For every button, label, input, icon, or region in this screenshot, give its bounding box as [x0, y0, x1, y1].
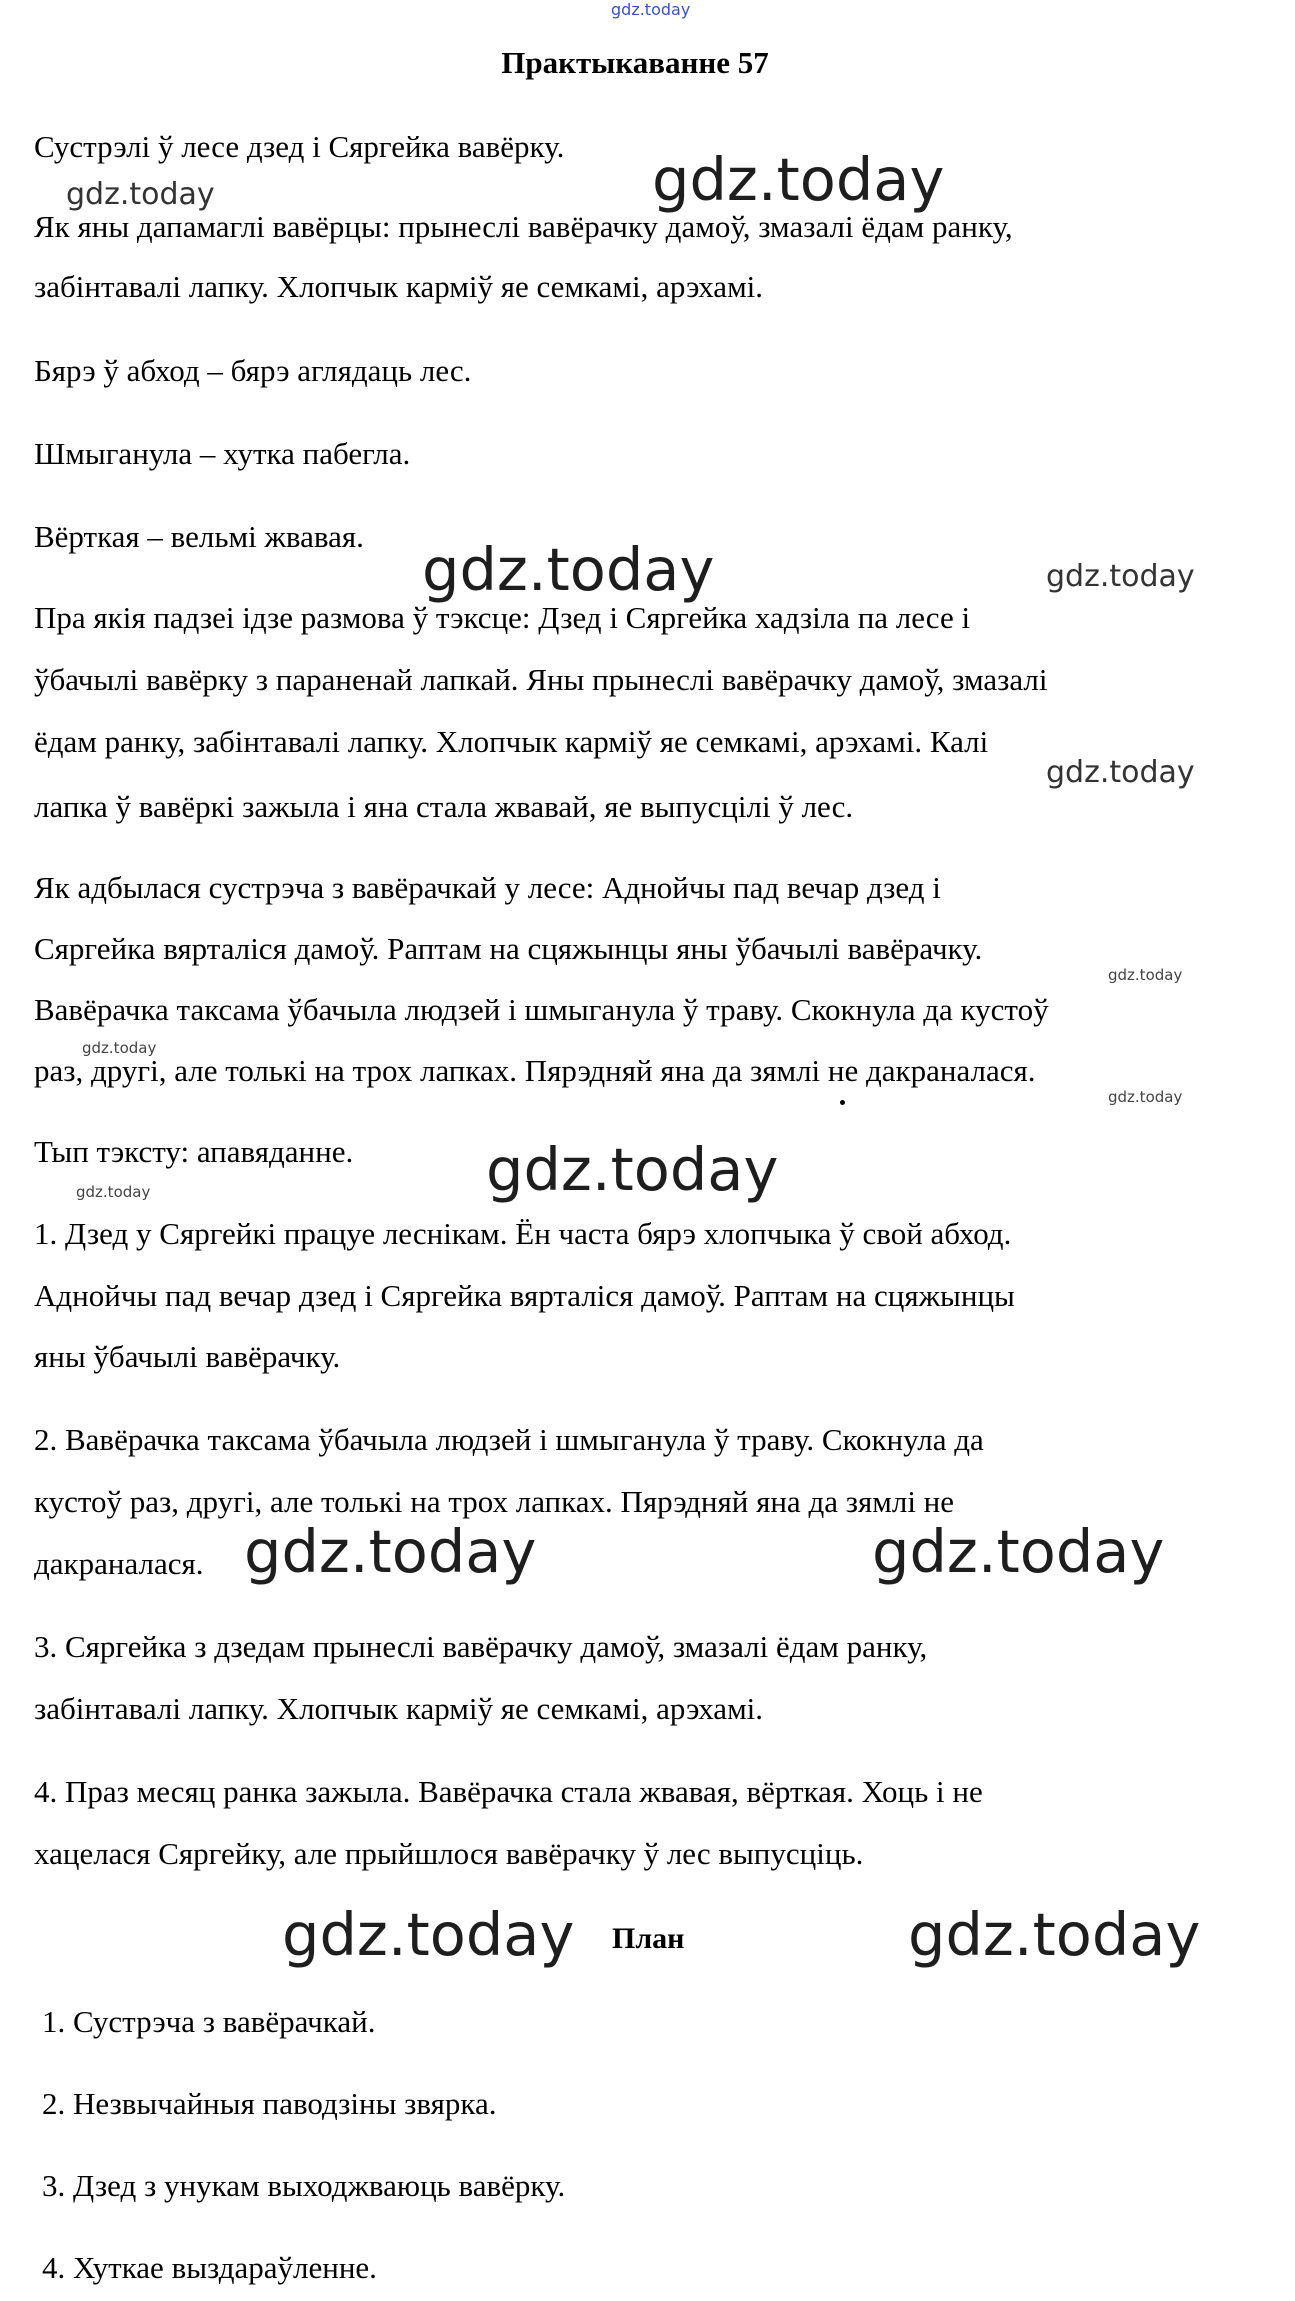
watermark: gdz.today — [652, 145, 945, 214]
watermark: gdz.today — [1108, 966, 1183, 984]
plan-item: 2. Незвычайныя паводзіны звярка. — [42, 2086, 497, 2121]
watermark: gdz.today — [908, 1900, 1201, 1969]
watermark: gdz.today — [1046, 559, 1195, 594]
stray-dot — [840, 1100, 845, 1105]
watermark: gdz.today — [1108, 1088, 1183, 1106]
text-line: Бярэ ў абход – бярэ аглядаць лес. — [34, 353, 472, 388]
text-line: 2. Вавёрачка таксама ўбачыла людзей і шмыганула ў траву. Скокнула да — [34, 1422, 984, 1457]
plan-item: 1. Сустрэча з вавёрачкай. — [42, 2004, 376, 2039]
text-line: забінтавалі лапку. Хлопчык карміў яе семкамі, арэхамі. — [34, 1691, 764, 1726]
text-line: кустоў раз, другі, але толькі на трох лапках. Пярэдняй яна да зямлі не — [34, 1484, 955, 1519]
text-line: хацелася Сяргейку, але прыйшлося вавёрачку ў лес выпусціць. — [34, 1836, 864, 1871]
text-line: Тып тэксту: апавяданне. — [34, 1134, 354, 1169]
plan-item: 4. Хуткае выздараўленне. — [42, 2250, 377, 2285]
text-line: Аднойчы пад вечар дзед і Сяргейка вярталіся дамоў. Раптам на сцяжынцы — [34, 1278, 1015, 1313]
page-title: Практыкаванне 57 — [501, 45, 769, 80]
text-line: лапка ў вавёркі зажыла і яна стала жвавай, яе выпусцілі ў лес. — [34, 789, 854, 824]
plan-item: 3. Дзед з унукам выходжваюць вавёрку. — [42, 2168, 566, 2203]
plan-title: План — [612, 1922, 685, 1955]
text-line: яны ўбачылі вавёрачку. — [34, 1339, 341, 1374]
watermark: gdz.today — [66, 177, 215, 212]
watermark: gdz.today — [872, 1517, 1165, 1586]
text-line: Як адбылася сустрэча з вавёрачкай у лесе: Аднойчы пад вечар дзед і — [34, 870, 941, 905]
text-line: ёдам ранку, забінтавалі лапку. Хлопчык карміў яе семкамі, арэхамі. Калі — [34, 724, 989, 759]
watermark: gdz.today — [1046, 755, 1195, 790]
text-line: 3. Сяргейка з дзедам прынеслі вавёрачку дамоў, змазалі ёдам ранку, — [34, 1629, 928, 1664]
text-line: Пра якія падзеі ідзе размова ў тэксце: Дзед і Сяргейка хадзіла па лесе і — [34, 600, 971, 635]
text-line: ўбачылі вавёрку з параненай лапкай. Яны прынеслі вавёрачку дамоў, змазалі — [34, 662, 1048, 697]
text-line: дакраналася. — [34, 1546, 204, 1581]
watermark: gdz.today — [282, 1900, 575, 1969]
watermark-top: gdz.today — [611, 0, 691, 19]
watermark: gdz.today — [244, 1517, 537, 1586]
text-line: Як яны дапамаглі вавёрцы: прынеслі вавёрачку дамоў, змазалі ёдам ранку, — [34, 209, 1013, 244]
text-line: 4. Праз месяц ранка зажыла. Вавёрачка стала жвавая, вёрткая. Хоць і не — [34, 1774, 983, 1809]
text-line: Сустрэлі ў лесе дзед і Сяргейка вавёрку. — [34, 129, 565, 164]
watermark: gdz.today — [486, 1135, 779, 1204]
watermark: gdz.today — [76, 1183, 151, 1201]
text-line: Сяргейка вярталіся дамоў. Раптам на сцяжынцы яны ўбачылі вавёрачку. — [34, 931, 983, 966]
text-line: Вавёрачка таксама ўбачыла людзей і шмыганула ў траву. Скокнула да кустоў — [34, 992, 1049, 1027]
text-line: Шмыганула – хутка пабегла. — [34, 436, 411, 471]
watermark: gdz.today — [82, 1039, 157, 1057]
text-line: забінтавалі лапку. Хлопчык карміў яе семкамі, арэхамі. — [34, 269, 764, 304]
text-line: 1. Дзед у Сяргейкі працуе леснікам. Ён часта бярэ хлопчыка ў свой абход. — [34, 1216, 1012, 1251]
text-line: раз, другі, але толькі на трох лапках. Пярэдняй яна да зямлі не дакраналася. — [34, 1053, 1036, 1088]
watermark: gdz.today — [422, 535, 715, 604]
text-line: Вёрткая – вельмі жвавая. — [34, 519, 364, 554]
